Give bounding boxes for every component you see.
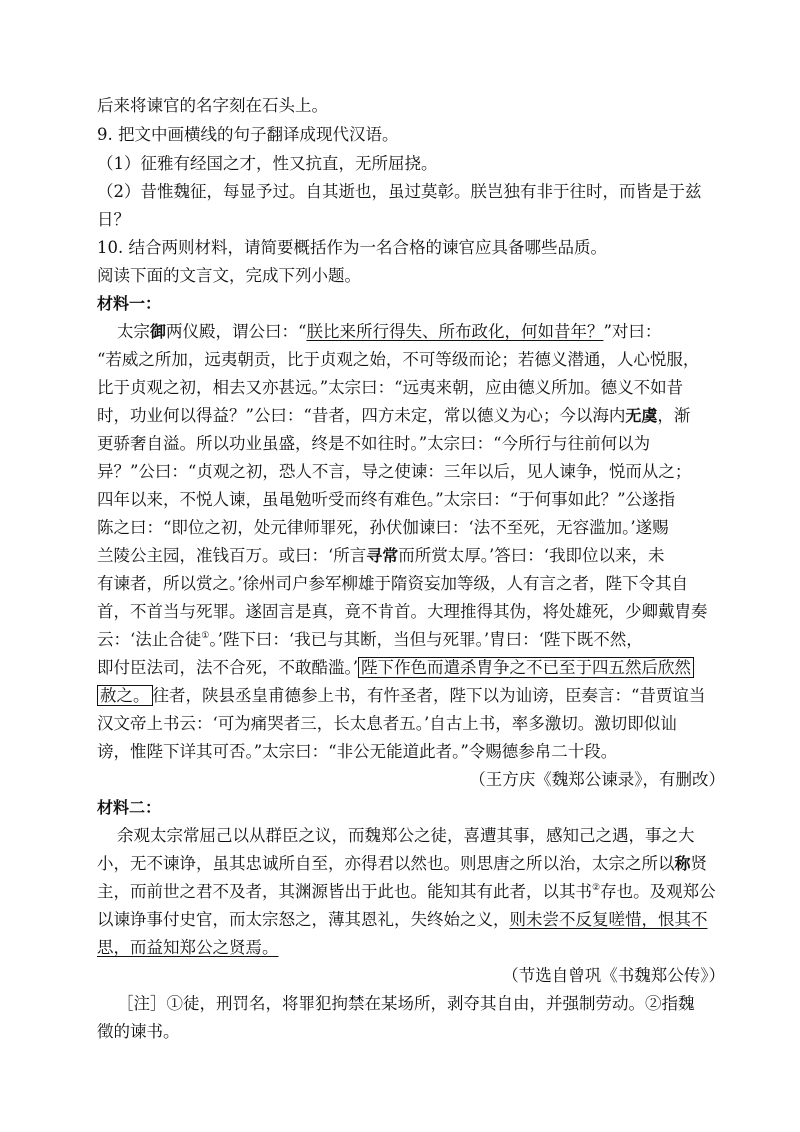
boxed-sentence-end: 赦之。 (97, 685, 153, 706)
text-line: 后来将谏官的名字刻在石头上。 (97, 96, 328, 115)
material-1-line: 赦之。 往者，陕县丞皇甫德参上书，有忤圣者，陛下以为讪谤，臣奏言：“昔贾谊当 (97, 685, 707, 707)
underlined-sentence: 则未尝不反复嗟惜，恨其不 (509, 910, 708, 929)
material-2-line: 余观太宗常屈己以从群臣之议，而魏郑公之徒，喜遭其事，感知己之遇，事之大 (117, 826, 695, 845)
material-2-heading: 材料二： (97, 798, 162, 817)
question-10: 10. 结合两则材料，请简要概括作为一名合格的谏官应具备哪些品质。 (97, 238, 607, 257)
footnote-marker: ① (201, 631, 210, 641)
material-2-line: 主，而前世之君不及者，其渊源皆出于此也。能知其有此者，以其书②存也。及观郑公 (97, 882, 716, 901)
material-1-line: 异？”公曰：“贞观之初，恐人不言，导之使谏：三年以后，见人谏争，悦而从之； (97, 462, 692, 481)
material-2-line (97, 937, 707, 959)
underlined-sentence-end: 思，而益知郑公之贤焉。 (97, 938, 279, 957)
question-9-item-2: （2）昔惟魏征，每显予过。自其逝也，虽过莫彰。朕岂独有非于往时，而皆是于兹 (97, 182, 702, 201)
question-9-item-1: （1）征雅有经国之才，性又抗直，无所屈挠。 (97, 154, 438, 173)
material-1-line: 太宗御两仪殿，谓公曰：“朕比来所行得失、所布政化，何如昔年？”对曰： (117, 322, 662, 341)
reading-instruction: 阅读下面的文言文，完成下列小题。 (97, 266, 361, 285)
footnote-marker: ② (592, 883, 601, 893)
material-1-line: 谤，惟陛下详其可否。”太宗曰：“非公无能道此者。”令赐德参帛二十段。 (97, 742, 618, 761)
question-9-item-2-cont: 日？ (97, 210, 130, 229)
material-1-line: 更骄奢自溢。所以功业虽盛，终是不如往时。”太宗曰：“今所行与往前何以为 (97, 434, 651, 453)
material-1-line: 比于贞观之初，相去又亦甚远。”太宗曰：“远夷来朝，应由德义所加。德义不如昔 (97, 378, 684, 397)
material-2-source: （节选自曾巩《书魏郑公传》） (502, 966, 725, 985)
boxed-sentence: 陛下作色而遣杀胄争之不已至于四五然后欣然 (358, 657, 694, 678)
question-9: 9. 把文中画横线的句子翻译成现代汉语。 (97, 125, 399, 144)
material-1-line: 云：‘法止合徒①。’陛下曰：‘我已与其断，当但与死罪。’胄曰：‘陛下既不然， (97, 630, 643, 649)
material-1-line: 首，不首当与死罪。遂固言是真，竟不肯首。大理推得其伪，将处雄死，少卿戴胄奏 (97, 602, 708, 621)
material-2-line: 小，无不谏诤，虽其忠诚所自至，亦得君以然也。则思唐之所以治，太宗之所以称贤 (97, 854, 708, 873)
underlined-sentence: 朕比来所行得失、所布政化，何如昔年？ (306, 322, 604, 341)
material-1-line: 汉文帝上书云：‘可为痛哭者三，长太息者五。’自古上书，率多激切。激切即似讪 (97, 714, 677, 733)
notes-line: 徵的谏书。 (97, 1022, 180, 1041)
material-1-line: 即付臣法司，法不合死，不敢酷滥。’ 陛下作色而遣杀胄争之不已至于四五然后欣然 (97, 657, 707, 679)
material-1-source: （王方庆《魏郑公谏录》，有删改） (469, 770, 725, 789)
material-1-line: 时，功业何以得益？”公曰：“昔者，四方未定，常以德义为心；今以海内无虞，渐 (97, 406, 691, 425)
material-1-line: 有谏者，所以赏之。’徐州司户参军柳雄于隋资妄加等级，人有言之者，陛下令其自 (97, 574, 688, 593)
material-1-line: 陈之曰：“即位之初，处元律师罪死，孙伏伽谏曰：‘法不至死，无容滥加。’遂赐 (97, 518, 669, 537)
material-1-line: 兰陵公主园，准钱百万。或曰：‘所言寻常而所赏太厚。’答曰：‘我即位以来，未 (97, 546, 665, 565)
notes-line: ［注］①徒，刑罚名，将罪犯拘禁在某场所，剥夺其自由，并强制劳动。②指魏 (117, 994, 695, 1013)
material-1-line: 四年以来，不悦人谏，虽黾勉听受而终有难色。”太宗曰：“于何事如此？”公遂指 (97, 490, 676, 509)
material-1-line: “若威之所加，远夷朝贡，比于贞观之始，不可等级而论；若德义潜通，人心悦服， (97, 350, 700, 369)
material-2-line: 以谏诤事付史官，而太宗怒之，薄其恩礼，失终始之义，则未尝不反复嗟惜，恨其不 (97, 910, 708, 929)
material-1-heading: 材料一： (97, 294, 162, 313)
